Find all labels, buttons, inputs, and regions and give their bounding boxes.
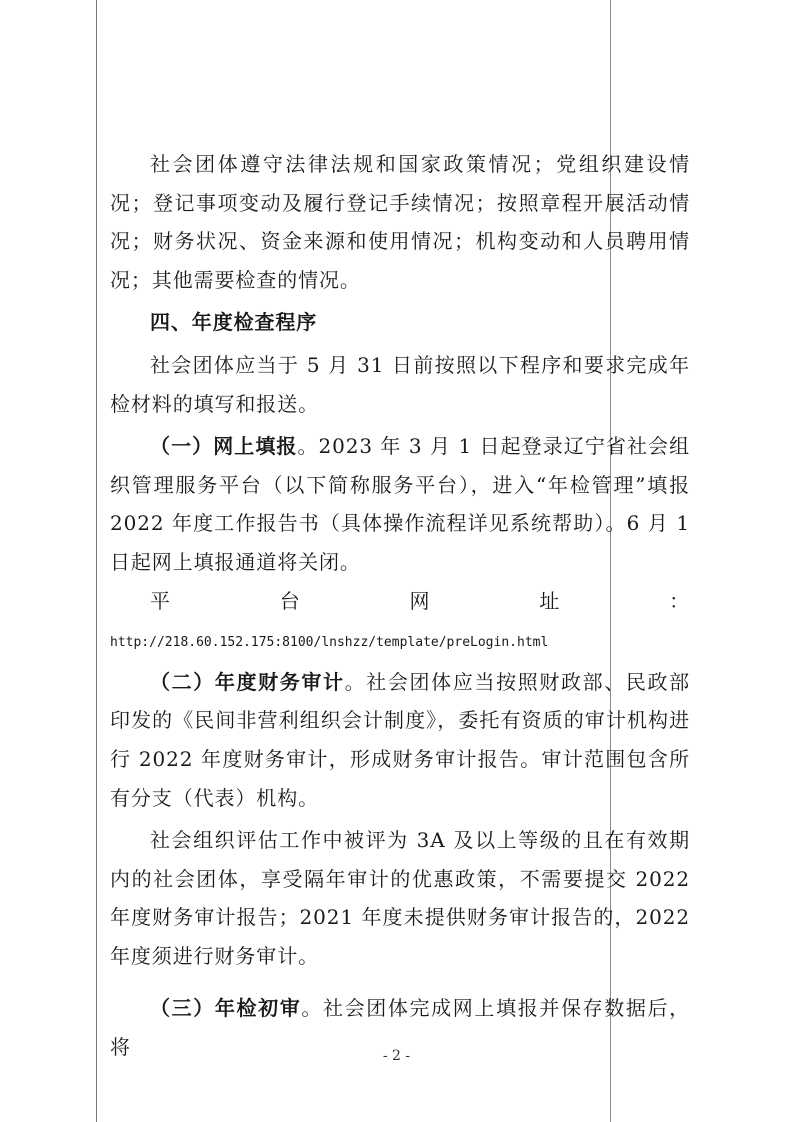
paragraph-audit-exemption: 社会组织评估工作中被评为 3A 及以上等级的且在有效期内的社会团体，享受隔年审计的优惠政策，不需要提交 2022 年度财务审计报告；2021 年度未提供财务审计报告的，2022 年度须进行财务审计。: [110, 828, 690, 968]
item-title-preliminary-review: （三）年检初审: [150, 996, 302, 1021]
scan-edge-line-left: [96, 0, 97, 1122]
item-body-online-filing: 。2023 年 3 月 1 日起登录辽宁省社会组织管理服务平台（以下简称服务平台），进入“年检管理”填报 2022 年度工作报告书（具体操作流程详见系统帮助）。6 月 1 日起网上填报通道将关闭。: [110, 434, 690, 574]
item-title-online-filing: （一）网上填报: [150, 434, 298, 459]
paragraph-online-filing: [110, 427, 690, 581]
item-title-financial-audit: （二）年度财务审计: [150, 669, 345, 694]
document-page: [110, 145, 690, 1067]
item-body-preliminary-review: 。社会团体完成网上填报并保存数据后，将: [110, 996, 690, 1060]
platform-url: http://218.60.152.175:8100/lnshzz/template/preLogin.html: [110, 635, 549, 651]
paragraph-platform-url: [110, 582, 690, 663]
paragraph-deadline: 社会团体应当于 5 月 31 日前按照以下程序和要求完成年检材料的填写和报送。: [110, 352, 690, 416]
item-body-financial-audit: 。社会团体应当按照财政部、民政部印发的《民间非营利组织会计制度》，委托有资质的审计机构进行 2022 年度财务审计，形成财务审计报告。审计范围包含所有分支（代表）机构。: [110, 669, 690, 810]
section-heading-annual-inspection-procedure: 四、年度检查程序: [150, 310, 318, 335]
platform-url-label: 平台网址：: [150, 588, 690, 613]
paragraph-inspection-scope: 社会团体遵守法律法规和国家政策情况；党组织建设情况；登记事项变动及履行登记手续情况；按照章程开展活动情况；财务状况、资金来源和使用情况；机构变动和人员聘用情况；其他需要检查的情况。: [110, 152, 690, 292]
paragraph-financial-audit: [110, 663, 690, 817]
page-number: - 2 -: [382, 1048, 411, 1064]
